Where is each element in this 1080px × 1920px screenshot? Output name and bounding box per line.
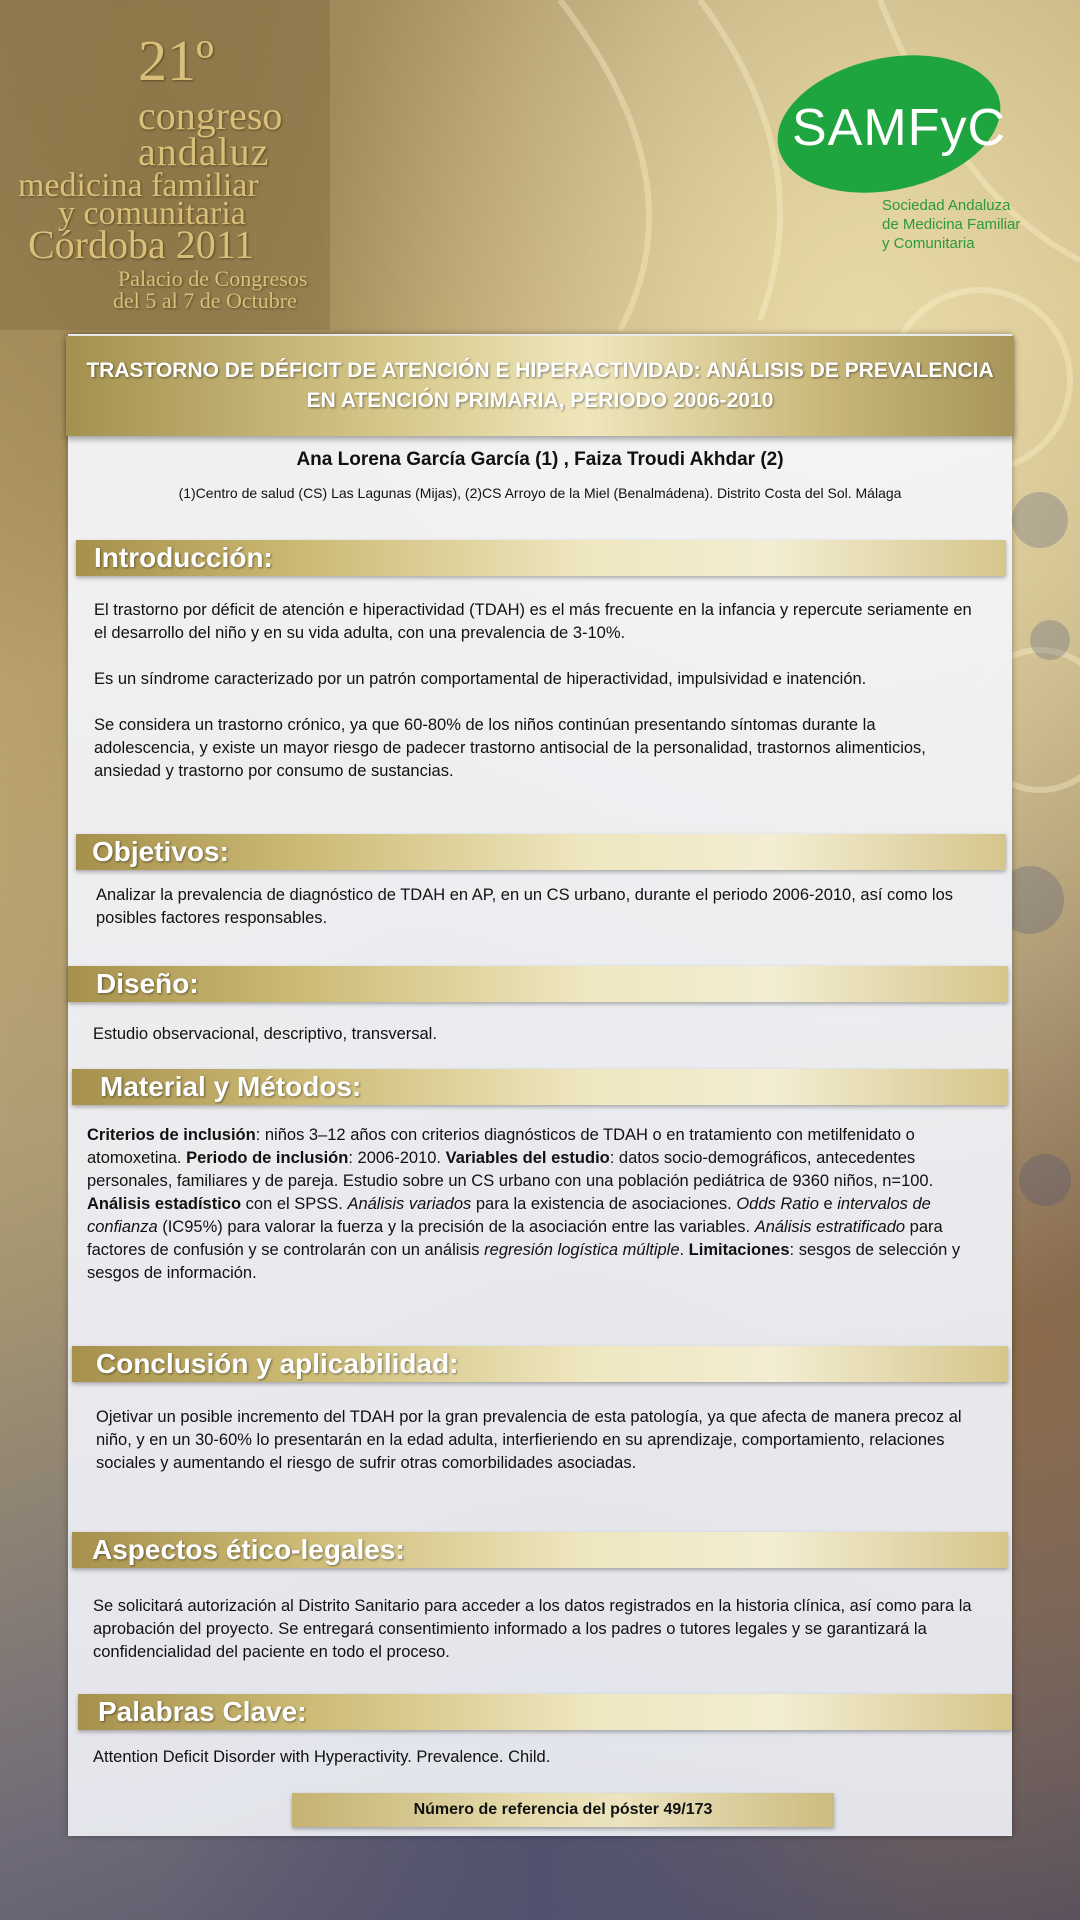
congress-number: 21º — [138, 28, 214, 93]
section-objetivos-body — [96, 884, 956, 930]
samfyc-subtitle-line-3: y Comunitaria — [882, 235, 975, 252]
section-conclusion-body — [96, 1406, 976, 1475]
congress-city-year: Córdoba 2011 — [28, 222, 255, 267]
samfyc-subtitle-line-2: de Medicina Familiar — [882, 216, 1021, 233]
metodos-paragraph-1 — [87, 1124, 987, 1193]
limitations-label: Limitaciones — [688, 1241, 790, 1259]
congress-line-1: congreso — [138, 93, 283, 138]
analysis-text-1: con el SPSS. — [241, 1195, 348, 1213]
section-conclusion-heading: Conclusión y aplicabilidad: — [96, 1348, 459, 1379]
samfyc-logo-text: SAMFyC — [792, 99, 1006, 157]
section-diseno-header — [68, 966, 1008, 1002]
analysis-text-2: para la existencia de asociaciones. — [471, 1195, 737, 1213]
congress-line-3: medicina familiar — [18, 167, 259, 204]
keywords-paragraph: Attention Deficit Disorder with Hyperactivity. Prevalence. Child. — [93, 1748, 551, 1766]
section-etico-body — [93, 1595, 983, 1664]
section-etico-header — [72, 1532, 1008, 1568]
section-palabras-heading: Palabras Clave: — [98, 1696, 307, 1727]
period-text: : 2006-2010. — [348, 1149, 446, 1167]
section-metodos-header — [72, 1069, 1008, 1105]
etico-paragraph: Se solicitará autorización al Distrito Sanitario para acceder a los datos registrados en la historia clínica, así como para la aprobación del proyecto. Se entregará consentimiento informado a los padres o tutores legales y se garantizará la confidencialidad del paciente en todo el proceso. — [93, 1597, 972, 1661]
analysis-variados: Análisis variados — [347, 1195, 472, 1213]
criteria-text: : niños 3–12 años con criterios diagnósticos de TDAH o en tratamiento con metilfenidato o atomoxetina. — [87, 1126, 915, 1167]
section-metodos-heading: Material y Métodos: — [100, 1071, 362, 1102]
criteria-label: Criterios de inclusión — [87, 1126, 256, 1144]
analysis-label: Análisis estadístico — [87, 1195, 242, 1213]
section-palabras-header — [78, 1694, 1012, 1730]
section-objetivos-heading: Objetivos: — [92, 836, 229, 867]
analysis-text-4: (IC95%) para valorar la fuerza y la precisión de la asociación entre las variables. — [157, 1218, 755, 1236]
poster-title: TRASTORNO DE DÉFICIT DE ATENCIÓN E HIPERACTIVIDAD: ANÁLISIS DE PREVALENCIA EN ATENCIÓN PRIMARIA, PERIODO 2006-2010 — [86, 359, 994, 412]
congress-dates: del 5 al 7 de Octubre — [113, 288, 297, 313]
objetivos-paragraph: Analizar la prevalencia de diagnóstico de TDAH en AP, en un CS urbano, durante el periodo 2006-2010, así como los posibles factores responsables. — [96, 886, 954, 927]
intro-paragraph-1: El trastorno por déficit de atención e hiperactividad (TDAH) es el más frecuente en la infancia y repercute seriamente en el desarrollo del niño y en su vida adulta, con una prevalencia de 3-10%. — [94, 601, 972, 642]
analysis-text-5: para factores de confusión y se controlarán con un análisis — [87, 1218, 943, 1259]
congress-venue: Palacio de Congresos — [118, 266, 308, 291]
congress-logo — [18, 24, 398, 313]
section-intro-header — [76, 540, 1006, 576]
variables-text: : datos socio-demográficos, antecedentes personales, familiares y de pareja. Estudio sobre un CS urbano con una población pediátrica de 9360 niños, n=100. — [87, 1149, 934, 1190]
section-diseno-body — [93, 1023, 953, 1046]
poster-reference-number: Número de referencia del póster 49/173 — [292, 1793, 834, 1827]
section-etico-heading: Aspectos ético-legales: — [92, 1534, 405, 1565]
conclusion-paragraph: Ojetivar un posible incremento del TDAH por la gran prevalencia de esta patología, ya que afecta de manera precoz al niño, y en un 30-60% lo presentarán en la edad adulta, interfieriendo en su aprendizaje, comportamiento, relaciones sociales y aumentando el riesgo de sufrir otras comorbilidades asociadas. — [96, 1408, 962, 1472]
section-objetivos-header — [76, 834, 1006, 870]
section-diseno-heading: Diseño: — [96, 968, 199, 999]
stratified-analysis-term: Análisis estratificado — [754, 1218, 906, 1236]
diseno-paragraph: Estudio observacional, descriptivo, transversal. — [93, 1025, 437, 1043]
intro-paragraph-2: Es un síndrome caracterizado por un patrón comportamental de hiperactividad, impulsividad e inatención. — [94, 670, 867, 688]
analysis-text-6: . — [679, 1241, 689, 1259]
confidence-intervals-term: intervalos de confianza — [87, 1195, 931, 1236]
section-palabras-body — [93, 1746, 983, 1769]
poster-authors: Ana Lorena García García (1) , Faiza Troudi Akhdar (2) — [296, 449, 784, 470]
poster-affiliation: (1)Centro de salud (CS) Las Lagunas (Mijas), (2)CS Arroyo de la Miel (Benalmádena). Distrito Costa del Sol. Málaga — [178, 485, 902, 501]
section-conclusion-header — [72, 1346, 1008, 1382]
poster-title-band — [66, 336, 1014, 436]
samfyc-subtitle — [882, 196, 1020, 253]
section-intro-heading: Introducción: — [94, 542, 273, 573]
limitations-text: : sesgos de selección y sesgos de información. — [87, 1241, 961, 1282]
congress-line-4: y comunitaria — [58, 195, 246, 232]
section-metodos-body — [87, 1124, 987, 1285]
metodos-paragraph-2 — [87, 1193, 987, 1285]
intro-paragraph-3: Se considera un trastorno crónico, ya que 60-80% de los niños continúan presentando síntomas durante la adolescencia, y existe un mayor riesgo de padecer trastorno antisocial de la personalidad, trastornos alimenticios, ansiedad y trastorno por consumo de sustancias. — [94, 716, 926, 780]
section-intro-body — [94, 599, 974, 783]
logistic-regression-term: regresión logística múltiple — [484, 1241, 680, 1259]
samfyc-subtitle-line-1: Sociedad Andaluza — [882, 197, 1011, 214]
variables-label: Variables del estudio — [445, 1149, 610, 1167]
period-label: Periodo de inclusión — [186, 1149, 349, 1167]
congress-line-2: andaluz — [138, 129, 270, 174]
samfyc-logo — [776, 58, 1036, 258]
analysis-text-3: e — [818, 1195, 838, 1213]
odds-ratio-term: Odds Ratio — [736, 1195, 819, 1213]
